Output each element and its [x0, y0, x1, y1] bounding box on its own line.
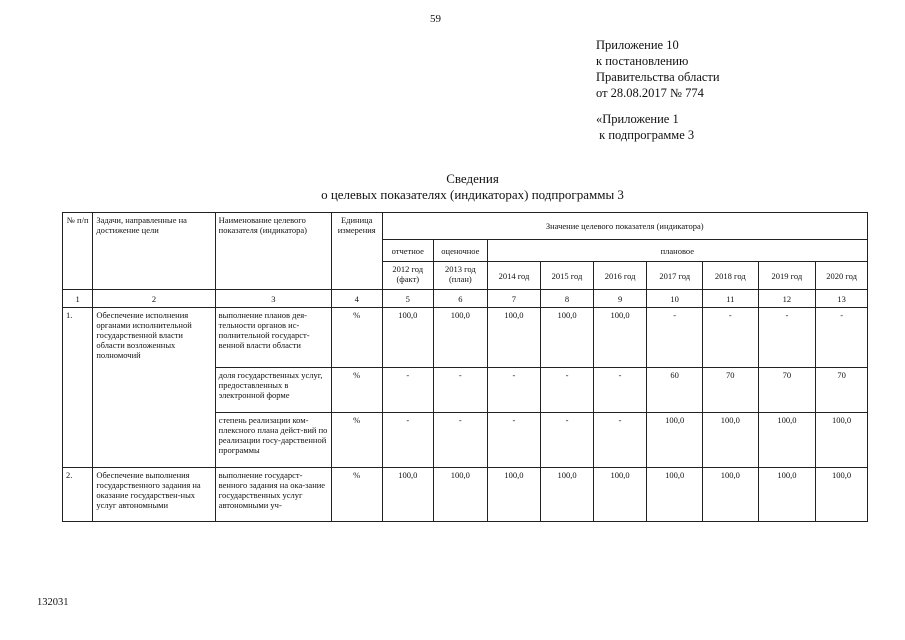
column-numbers-row	[63, 290, 868, 308]
header-year: 2012 год (факт)	[382, 262, 434, 290]
row-number: 1.	[63, 308, 93, 468]
header-year: 2013 год (план)	[434, 262, 488, 290]
value-cell: 100,0	[647, 413, 703, 468]
header-reported: отчетное	[382, 240, 434, 262]
value-cell: 100,0	[382, 308, 434, 368]
header-num: № п/п	[63, 213, 93, 290]
value-cell: -	[382, 413, 434, 468]
column-number: 7	[487, 290, 541, 308]
indicator-name: выполнение государст-венного задания на ока-зание государственных услуг автономными уч-	[215, 468, 331, 522]
value-cell: 100,0	[487, 308, 541, 368]
document-title	[0, 171, 905, 203]
value-cell: 70	[702, 368, 758, 413]
column-number: 9	[593, 290, 647, 308]
value-cell: 70	[816, 368, 868, 413]
value-cell: -	[816, 308, 868, 368]
table-row	[63, 308, 868, 368]
column-number: 8	[541, 290, 594, 308]
header-unit: Единица измерения	[331, 213, 382, 290]
value-cell: 100,0	[541, 308, 594, 368]
header-tasks: Задачи, направленные на достижение цели	[93, 213, 215, 290]
value-cell: 100,0	[487, 468, 541, 522]
value-cell: 100,0	[702, 413, 758, 468]
header-year: 2018 год	[702, 262, 758, 290]
column-number: 3	[215, 290, 331, 308]
header-year: 2016 год	[593, 262, 647, 290]
value-cell: -	[382, 368, 434, 413]
column-number: 11	[702, 290, 758, 308]
value-cell: -	[758, 308, 816, 368]
column-number: 2	[93, 290, 215, 308]
value-cell: 100,0	[593, 308, 647, 368]
title-line-2: о целевых показателях (индикаторах) подпрограммы 3	[321, 187, 624, 202]
appendix-subheader	[596, 111, 694, 143]
header-year: 2020 год	[816, 262, 868, 290]
value-cell: 100,0	[541, 468, 594, 522]
appendix-line: от 28.08.2017 № 774	[596, 86, 704, 100]
appendix-line: Правительства области	[596, 70, 720, 84]
header-indicator: Наименование целевого показателя (индикатора)	[215, 213, 331, 290]
column-number: 1	[63, 290, 93, 308]
value-cell: 100,0	[593, 468, 647, 522]
value-cell: -	[647, 308, 703, 368]
value-cell: -	[541, 413, 594, 468]
unit-cell: %	[331, 308, 382, 368]
table-row	[63, 468, 868, 522]
value-cell: -	[541, 368, 594, 413]
value-cell: 100,0	[434, 468, 488, 522]
header-planned: плановое	[487, 240, 867, 262]
task-cell: Обеспечение исполнения органами исполнительной государственной власти области возложенных полномочий	[93, 308, 215, 468]
indicators-table	[62, 212, 868, 522]
appendix-sub-line: «Приложение 1	[596, 112, 679, 126]
column-number: 5	[382, 290, 434, 308]
appendix-sub-line: к подпрограмме 3	[596, 128, 695, 142]
appendix-line: Приложение 10	[596, 38, 679, 52]
value-cell: 60	[647, 368, 703, 413]
appendix-header	[596, 37, 720, 101]
row-number: 2.	[63, 468, 93, 522]
column-number: 6	[434, 290, 488, 308]
value-cell: -	[593, 368, 647, 413]
column-number: 12	[758, 290, 816, 308]
value-cell: 100,0	[816, 413, 868, 468]
indicator-name: степень реализации ком-плексного плана дейст-вий по реализации госу-дарственной программы	[215, 413, 331, 468]
value-cell: -	[487, 413, 541, 468]
title-line-1: Сведения	[446, 171, 499, 186]
unit-cell: %	[331, 368, 382, 413]
task-cell: Обеспечение выполнения государственного задания на оказание государствен-ных услуг автономными	[93, 468, 215, 522]
header-year: 2019 год	[758, 262, 816, 290]
page-number: 59	[430, 13, 441, 25]
unit-cell: %	[331, 413, 382, 468]
value-cell: 70	[758, 368, 816, 413]
value-cell: 100,0	[758, 413, 816, 468]
value-cell: 100,0	[702, 468, 758, 522]
appendix-line: к постановлению	[596, 54, 689, 68]
indicator-name: доля государственных услуг, предоставленных в электронной форме	[215, 368, 331, 413]
value-cell: 100,0	[758, 468, 816, 522]
header-estimated: оценочное	[434, 240, 488, 262]
value-cell: -	[487, 368, 541, 413]
value-cell: 100,0	[434, 308, 488, 368]
value-cell: 100,0	[382, 468, 434, 522]
value-cell: -	[702, 308, 758, 368]
unit-cell: %	[331, 468, 382, 522]
value-cell: -	[593, 413, 647, 468]
column-number: 4	[331, 290, 382, 308]
column-number: 13	[816, 290, 868, 308]
indicator-name: выполнение планов дея-тельности органов ис-полнительной государст-венной власти области	[215, 308, 331, 368]
value-cell: 100,0	[647, 468, 703, 522]
header-year: 2015 год	[541, 262, 594, 290]
value-cell: 100,0	[816, 468, 868, 522]
header-value-group: Значение целевого показателя (индикатора)	[382, 213, 868, 240]
value-cell: -	[434, 368, 488, 413]
column-number: 10	[647, 290, 703, 308]
header-year: 2014 год	[487, 262, 541, 290]
value-cell: -	[434, 413, 488, 468]
header-year: 2017 год	[647, 262, 703, 290]
footer-code: 132031	[37, 597, 69, 608]
